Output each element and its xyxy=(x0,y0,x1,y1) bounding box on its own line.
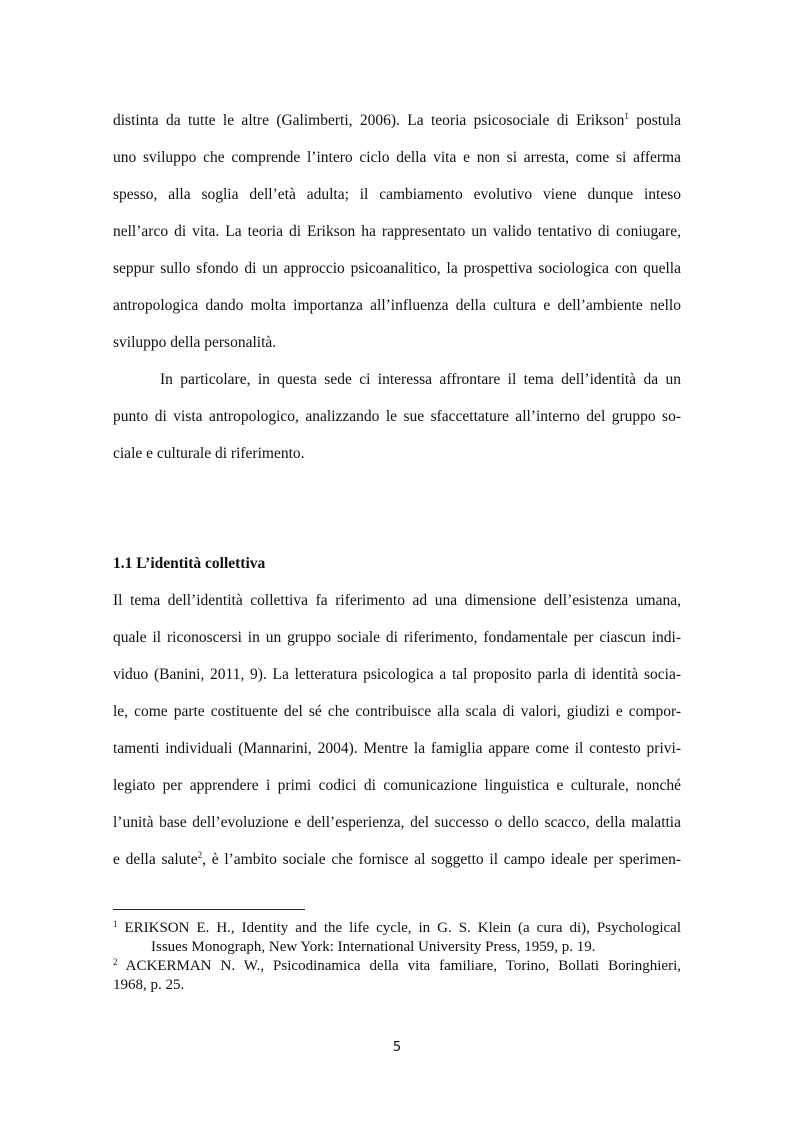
footnote-1-line-1 xyxy=(113,919,681,937)
text-span: , è l’ambito sociale che fornisce al soggetto il campo ideale per sperimen- xyxy=(202,851,682,868)
paragraph-1-line-5: seppur sullo sfondo di un approccio psicoanalitico, la prospettiva sociologica con quella xyxy=(113,260,681,277)
paragraph-1-line-7: sviluppo della personalità. xyxy=(113,334,277,351)
paragraph-3-line-4: le, come parte costituente del sé che contribuisce alla scala di valori, giudizi e compor- xyxy=(113,703,681,720)
paragraph-1-line-2: uno sviluppo che comprende l’intero ciclo della vita e non si arresta, come si afferma xyxy=(113,149,681,166)
footnote-2-line-1 xyxy=(113,957,681,975)
paragraph-2-line-2: punto di vista antropologico, analizzando le sue sfaccettature all’interno del gruppo so- xyxy=(113,408,681,425)
text-span: postula xyxy=(628,112,681,129)
paragraph-3-line-2: quale il riconoscersi in un gruppo sociale di riferimento, fondamentale per ciascun indi- xyxy=(113,629,681,646)
paragraph-1-line-1 xyxy=(113,111,681,131)
paragraph-3-line-6: legiato per apprendere i primi codici di comunicazione linguistica e culturale, nonché xyxy=(113,777,681,794)
paragraph-3-line-8 xyxy=(113,850,681,870)
paragraph-1-line-6: antropologica dando molta importanza all’influenza della cultura e dell’ambiente nello xyxy=(113,297,681,314)
paragraph-3-line-7: l’unità base dell’evoluzione e dell’esperienza, del successo o dello scacco, della malattia xyxy=(113,814,681,831)
footnote-1-line-2: Issues Monograph, New York: International University Press, 1959, p. 19. xyxy=(151,939,596,955)
paragraph-2-line-1: In particolare, in questa sede ci interessa affrontare il tema dell’identità da un xyxy=(160,371,681,388)
paragraph-1-line-4: nell’arco di vita. La teoria di Erikson ha rappresentato un valido tentativo di coniugare, xyxy=(113,223,681,240)
text-span: e della salute xyxy=(113,851,198,868)
paragraph-3-line-5: tamenti individuali (Mannarini, 2004). Mentre la famiglia appare come il contesto privi- xyxy=(113,740,681,757)
page-number: 5 xyxy=(392,1040,402,1055)
footnote-mark-1: 1 xyxy=(113,919,118,929)
text-span: distinta da tutte le altre (Galimberti, 2006). La teoria psicosociale di Erikson xyxy=(113,112,625,129)
paragraph-2-line-3: ciale e culturale di riferimento. xyxy=(113,445,305,462)
section-heading: 1.1 L’identità collettiva xyxy=(113,555,266,572)
footnote-ref-1[interactable]: 1 xyxy=(624,111,629,121)
paragraph-3-line-3: viduo (Banini, 2011, 9). La letteratura psicologica a tal proposito parla di identità socia- xyxy=(113,666,681,683)
footnote-separator xyxy=(113,909,305,910)
paragraph-3-line-1: Il tema dell’identità collettiva fa riferimento ad una dimensione dell’esistenza umana, xyxy=(113,592,681,609)
footnote-ref-2[interactable]: 2 xyxy=(197,850,203,860)
footnote-mark-2: 2 xyxy=(113,957,118,967)
footnote-2-line-2: 1968, p. 25. xyxy=(113,977,185,993)
text-span: ACKERMAN N. W., Psicodinamica della vita familiare, Torino, Bollati Boringhieri, xyxy=(117,958,681,974)
text-span: ERIKSON E. H., Identity and the life cycle, in G. S. Klein (a cura di), Psychological xyxy=(117,920,681,936)
paragraph-1-line-3: spesso, alla soglia dell’età adulta; il cambiamento evolutivo viene dunque inteso xyxy=(113,186,681,203)
